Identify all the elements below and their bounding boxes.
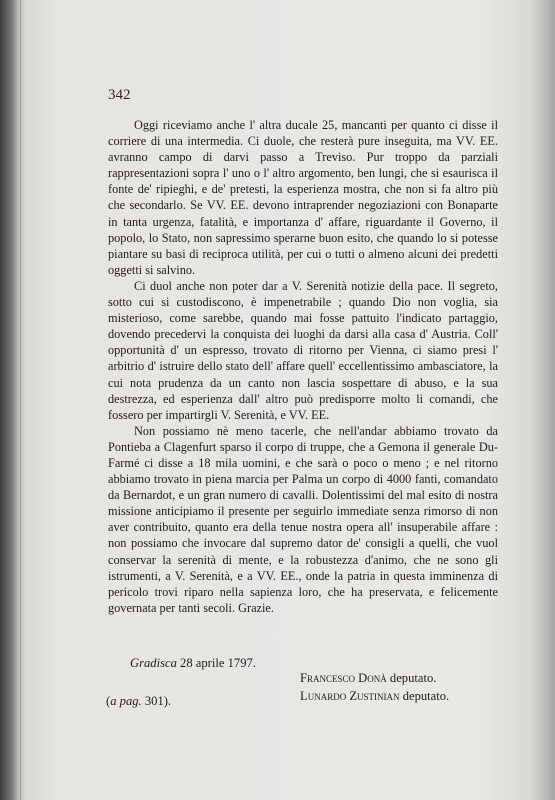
signer-name: Francesco Donà xyxy=(300,671,387,685)
signer-line xyxy=(300,687,449,705)
signer-role: deputato. xyxy=(402,689,450,703)
paragraph: Non possiamo nè meno tacerle, che nell'andar abbiamo trovato da Pontieba a Clagenfurt sparso il corpo di truppe, che a Gemona il generale Du-Farmé ci disse a 18 mila uomini, e che sarà o poco o meno ; e nel ritorno abbiamo trovato in piena marcia per Palma un corpo di 4000 fanti, comandato da Bernardot, e un gran numero di cavalli. Dolentissimi del mal esito di nostra missione anticipiamo il presente per seguirlo immediate senza rimorso di non aver contribuito, quanto era della tenue nostra opera all' insuperabile affare : non possiamo che invocare dal supremo dator de' consigli a quelli, che vuol conservar la serenità di mente, e la robustezza d'animo, che ne sono gli istrumenti, a V. Serenità, e a VV. EE., onde la patria in questa imminenza di pericolo trovi riparo nella sapienza loro, che ha preservata, e felicemente governata per tanti secoli. Grazie. xyxy=(108,423,498,615)
page-number: 342 xyxy=(108,87,131,103)
date-text: 28 aprile 1797. xyxy=(180,656,256,670)
dateline xyxy=(130,656,256,671)
page-ref-prefix: ( xyxy=(106,694,111,708)
book-binding-shadow xyxy=(0,0,18,800)
page-edge-line xyxy=(20,0,21,800)
signer-name: Lunardo Zustinian xyxy=(300,689,400,703)
paragraph: Oggi riceviamo anche l' altra ducale 25, mancanti per quanto ci disse il corriere di una intermedia. Ci duole, che resterà pure inseguita, ma VV. EE. avranno campo di darvi passo a Treviso. Pur troppo da parziali rappresentazioni sopra l' uno o l' altro argomento, ben lungi, che si esaurisca il fonte de' ripieghi, e de' pretesti, la esperienza mostra, che non si fa altro più che secondarlo. Se VV. EE. devono intraprender negoziazioni con Bonaparte in tanta urgenza, fatalità, e importanza d' affare, riguardante il Governo, il popolo, lo Stato, non sapressimo sperarne buon esito, che quando lo si potesse piantare su basi di reciproca utilità, per cui o tutti o almeno alcuni dei predetti oggetti si salvino. xyxy=(108,118,498,277)
signer-role: deputato. xyxy=(389,671,437,685)
paragraph: Ci duol anche non poter dar a V. Serenità notizie della pace. Il segreto, sotto cui si custodiscono, è impenetrabile ; quando Dio non voglia, sia misterioso, come sarebbe, quando mai fosse pattuito l'indicato partaggio, dovendo precedervi la conquista dei luoghi da darsi alla casa d' Austria. Coll' opportunità d' un espresso, trovato di ritorno per Vienna, ci siamo presi l' arbitrio d' istruire dello stato dell' affare quell' eccellentissimo ambasciatore, la cui nota prudenza da un canto non lascia sospettare di abuso, e la sua destrezza, ed esperienza dall' altro può predisporre molto li comandi, che fossero per impartirgli V. Serenità, e VV. EE. xyxy=(108,278,498,422)
page-ref-value: 301). xyxy=(144,694,172,708)
date-place: Gradisca xyxy=(130,656,177,670)
signatures xyxy=(300,669,449,705)
page-ref-label: a pag. xyxy=(110,694,142,708)
page-reference xyxy=(106,694,171,709)
letter-body xyxy=(108,117,498,616)
signer-line xyxy=(300,669,449,687)
